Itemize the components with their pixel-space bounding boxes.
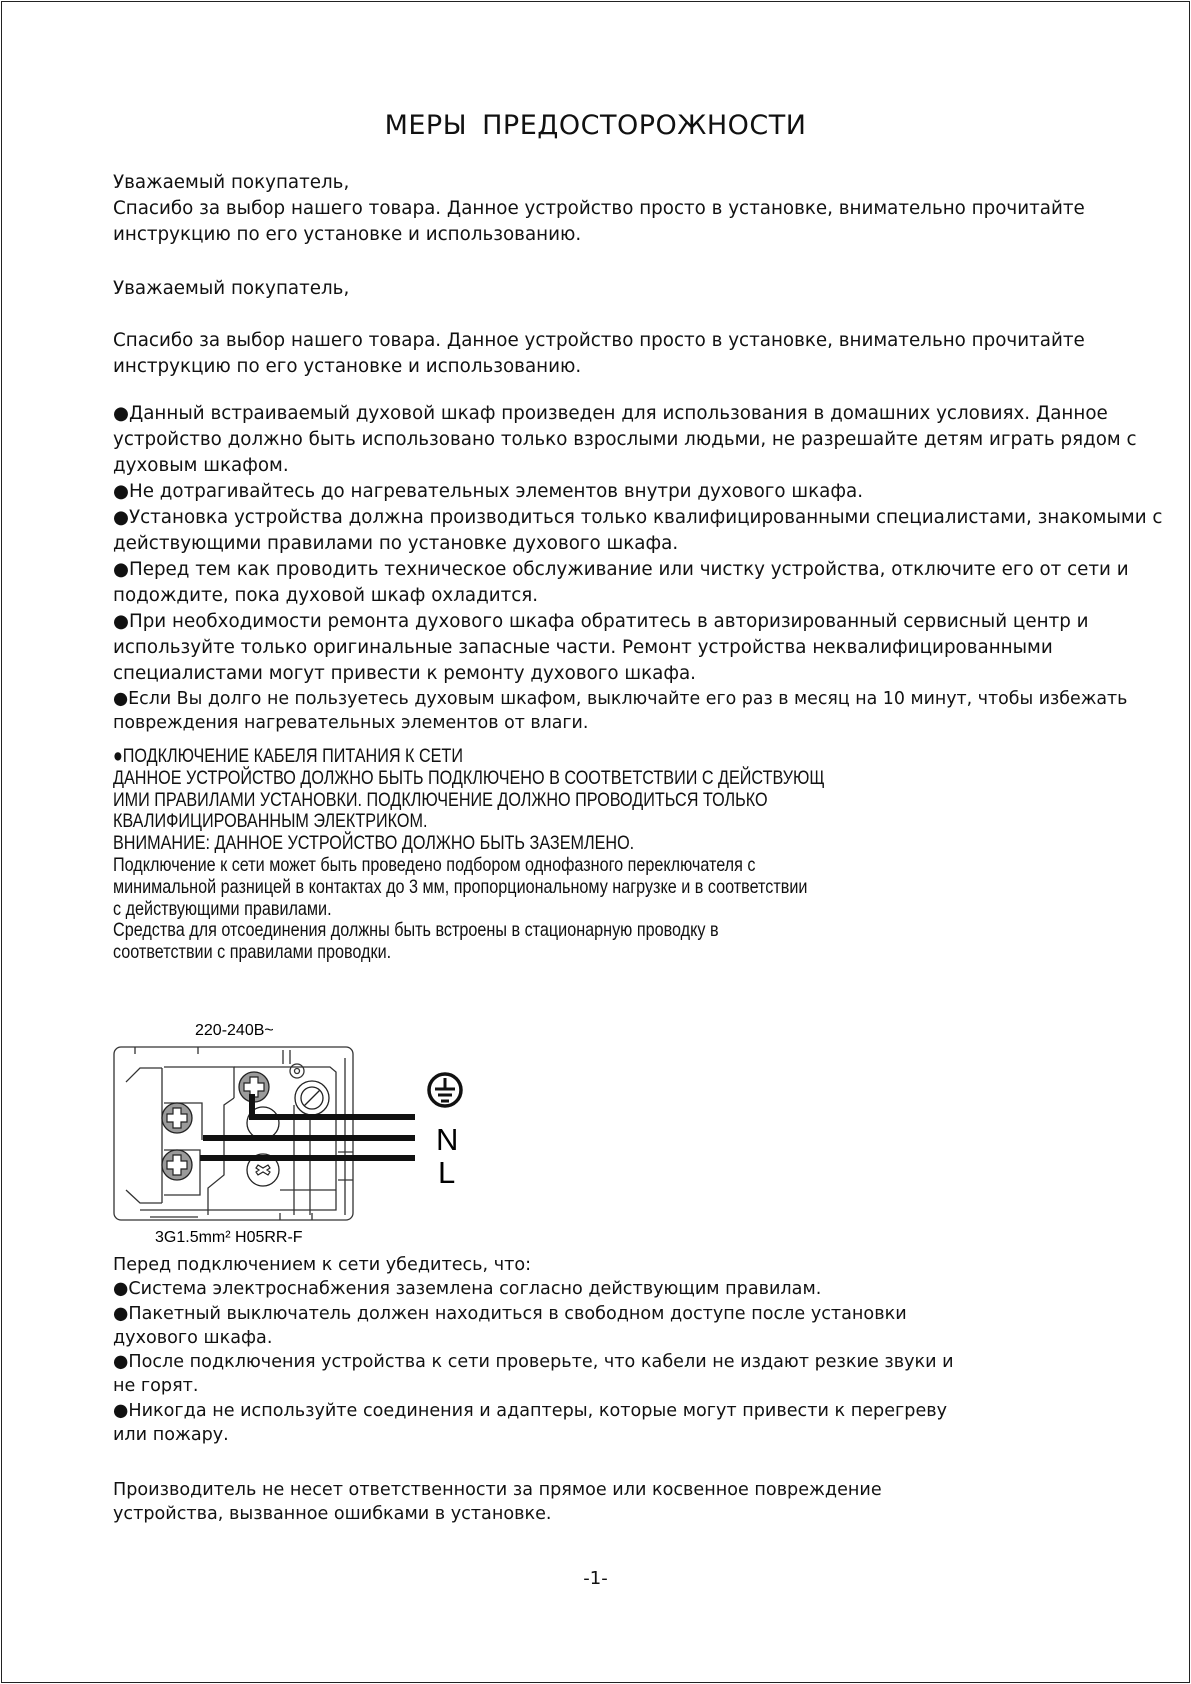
safety-bullets — [113, 401, 1183, 735]
connection-line: с действующими правилами. — [113, 897, 332, 920]
neutral-label: N — [436, 1122, 459, 1157]
checklist-line: духового шкафа. — [113, 1327, 273, 1348]
checklist-line: не горят. — [113, 1376, 199, 1397]
bullet-item: ●Установка устройства должна производиться только квалифицированными специалистами, знакомыми с действующими правилами по установке духового шкафа. — [113, 507, 1163, 554]
connection-line: КВАЛИФИЦИРОВАННЫМ ЭЛЕКТРИКОМ. — [113, 810, 428, 833]
connection-warning: ВНИМАНИЕ: ДАННОЕ УСТРОЙСТВО ДОЛЖНО БЫТЬ ЗАЗЕМЛЕНО. — [113, 832, 635, 855]
connection-heading: ●ПОДКЛЮЧЕНИЕ КАБЕЛЯ ПИТАНИЯ К СЕТИ — [113, 745, 463, 767]
connection-line: ДАННОЕ УСТРОЙСТВО ДОЛЖНО БЫТЬ ПОДКЛЮЧЕНО В СООТВЕТСТВИИ С ДЕЙСТВУЮЩ — [113, 766, 825, 789]
greeting: Уважаемый покупатель, — [113, 172, 350, 193]
greeting: Уважаемый покупатель, — [113, 278, 350, 299]
checklist-line: ●Система электроснабжения заземлена согласно действующим правилам. — [113, 1279, 822, 1300]
connection-line: соответствии с правилами проводки. — [113, 941, 392, 964]
terminal-block — [114, 1047, 353, 1220]
bullet-item: ●Перед тем как проводить техническое обслуживание или чистку устройства, отключите его от сети и подождите, пока духовой шкаф охладится. — [113, 559, 1129, 606]
page-title: МЕРЫ ПРЕДОСТОРОЖНОСТИ — [384, 110, 807, 141]
cable-spec: 3G1.5mm² H05RR-F — [155, 1229, 303, 1246]
connection-section — [113, 746, 1043, 964]
intro-text: Спасибо за выбор нашего товара. Данное устройство просто в установке, внимательно прочитайте инструкцию по его установке и использованию. — [113, 198, 1085, 245]
bullet-item: ●Данный встраиваемый духовой шкаф произведен для использования в домашних условиях. Данное устройство должно быть использовано только взрослыми людьми, не разрешайте детям играть рядом с духовым шкафом. — [113, 403, 1137, 476]
disclaimer-line: Производитель не несет ответственности за прямое или косвенное повреждение — [113, 1480, 882, 1500]
checklist-line: или пожару. — [113, 1425, 229, 1446]
connection-line: ИМИ ПРАВИЛАМИ УСТАНОВКИ. ПОДКЛЮЧЕНИЕ ДОЛЖНО ПРОВОДИТЬСЯ ТОЛЬКО — [113, 788, 768, 811]
ground-icon — [429, 1074, 461, 1106]
disclaimer-line: устройства, вызванное ошибками в установке. — [113, 1504, 552, 1525]
bullet-item: ●Если Вы долго не пользуетесь духовым шкафом, выключайте его раз в месяц на 10 минут, чтобы избежать повреждения нагревательных элементов от влаги. — [113, 689, 1128, 733]
bullet-item: ●При необходимости ремонта духового шкафа обратитесь в авторизированный сервисный центр и используйте только оригинальные запасные части. Ремонт устройства неквалифицированными специалистами могут привести к ремонту духового шкафа. — [113, 611, 1089, 684]
intro-block-2 — [113, 276, 1183, 380]
checklist-heading: Перед подключением к сети убедитесь, что: — [113, 1255, 532, 1275]
connection-line: Средства для отсоединения должны быть встроены в стационарную проводку в — [113, 919, 719, 942]
checklist-section — [113, 1253, 1183, 1447]
intro-text: Спасибо за выбор нашего товара. Данное устройство просто в установке, внимательно прочитайте инструкцию по его установке и использованию. — [113, 330, 1085, 377]
intro-block — [113, 170, 1183, 248]
bullet-item: ●Не дотрагивайтесь до нагревательных элементов внутри духового шкафа. — [113, 481, 864, 502]
connection-line: Подключение к сети может быть проведено подбором однофазного переключателя с — [113, 853, 756, 876]
checklist-line: ●После подключения устройства к сети проверьте, что кабели не издают резкие звуки и — [113, 1352, 954, 1373]
voltage-label: 220-240В~ — [195, 1022, 274, 1039]
wiring-diagram — [100, 1010, 500, 1260]
checklist-line: ●Никогда не используйте соединения и адаптеры, которые могут привести к перегреву — [113, 1400, 948, 1421]
connection-line: минимальной разницей в контактах до 3 мм, пропорциональному нагрузке и в соответствии — [113, 875, 808, 898]
live-label: L — [438, 1155, 456, 1190]
disclaimer — [113, 1478, 1183, 1527]
checklist-line: ●Пакетный выключатель должен находиться в свободном доступе после установки — [113, 1303, 907, 1324]
page-number: -1- — [583, 1568, 608, 1589]
